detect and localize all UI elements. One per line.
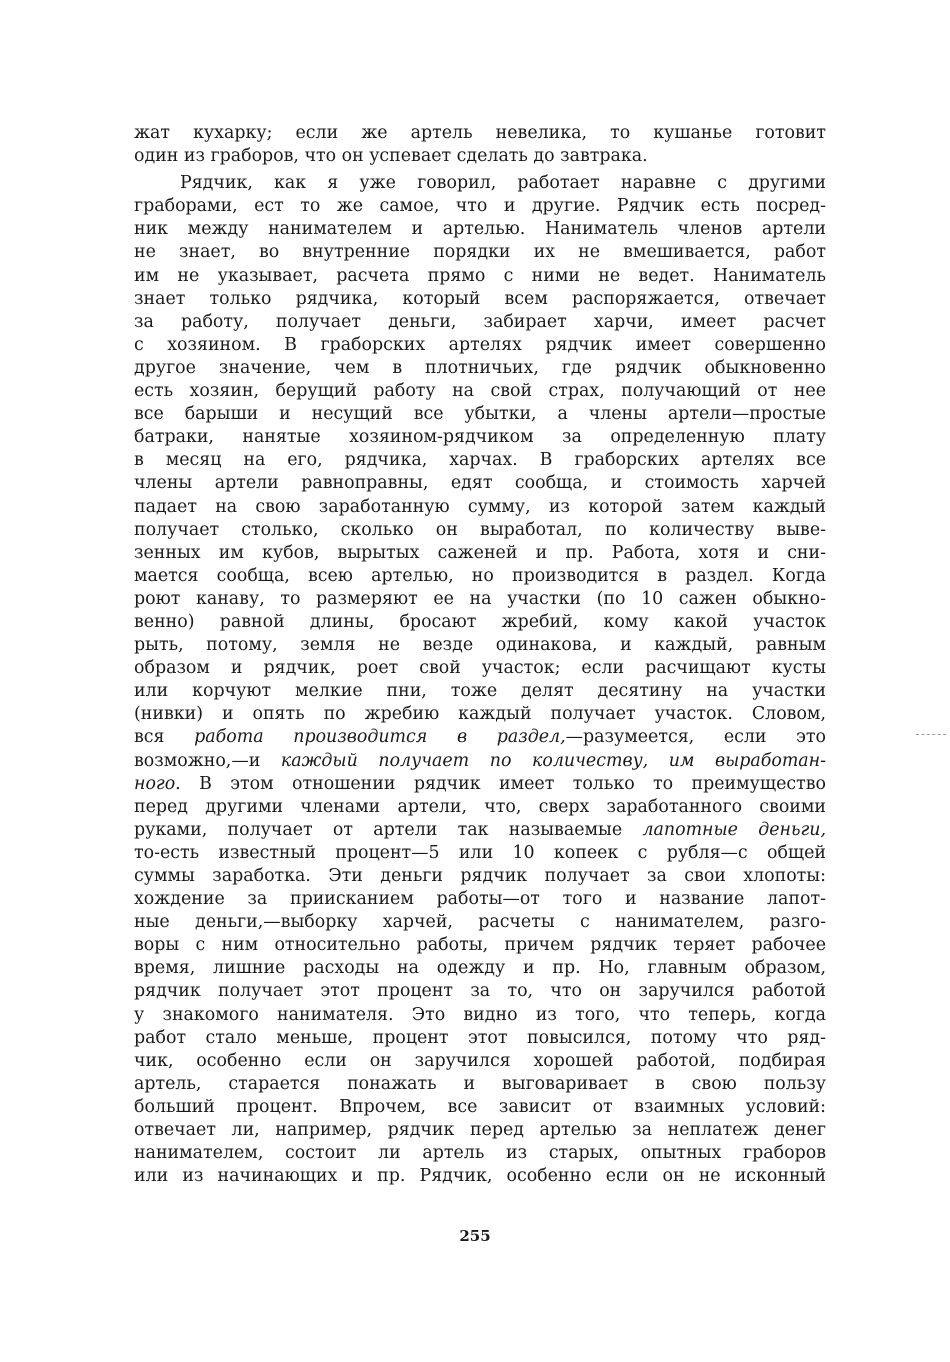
text-line-with-italic	[134, 773, 826, 796]
italic-emphasis: работа производится в раздел,	[194, 727, 566, 748]
text-line: жат кухарку; если же артель невелика, то кушанье готовит	[134, 123, 826, 143]
text-line: зенных им кубов, вырытых саженей и пр. Работа, хотя и сни-	[134, 542, 826, 563]
text-line: или корчуют мелкие пни, тоже делят десятину на участки	[134, 681, 826, 702]
text-line-with-italic	[134, 726, 826, 749]
text-line: перед другими членами артели, что, сверх заработанного своими	[134, 796, 826, 817]
text-line: граборами, ест то же самое, что и другие. Рядчик есть посред-	[134, 196, 826, 217]
text-line: один из граборов, что он успевает сделать до завтрака.	[134, 146, 648, 167]
text-line: рыть, потому, земля не везде одинакова, и каждый, равным	[134, 635, 826, 656]
text-line: или из начинающих и пр. Рядчик, особенно если он не исконный	[134, 1166, 826, 1187]
text-line: время, лишние расходы на одежду и пр. Но, главным образом,	[134, 958, 826, 979]
text-line-with-italic	[134, 750, 826, 773]
text-line: роют канаву, то размеряют ее на участки (по 10 сажен обыкно-	[134, 588, 826, 609]
book-page-text	[134, 122, 826, 1188]
text-line: с хозяином. В граборских артелях рядчик имеет совершенно	[134, 334, 826, 355]
text-line: артель, старается понажать и выговаривает в свою пользу	[134, 1073, 826, 1094]
text-line: венно) равной длины, бросают жребий, кому какой участок	[134, 611, 826, 632]
text-line: больший процент. Впрочем, все зависит от взаимных условий:	[134, 1096, 826, 1117]
text-line: суммы заработка. Эти деньги рядчик получает за свои хлопоты:	[134, 866, 826, 886]
text-line: в месяц на его, рядчика, харчах. В граборских артелях все	[134, 450, 826, 471]
text-line: есть хозяин, берущий работу на свой страх, получающий от нее	[134, 381, 826, 402]
text-line: за работу, получает деньги, забирает харчи, имеет расчет	[134, 311, 826, 332]
text-run: руками, получает от артели так называемые	[134, 819, 643, 840]
text-line: ник между нанимателем и артелью. Наниматель членов артели	[134, 219, 826, 240]
paragraph-1	[134, 122, 826, 168]
text-line: воры с ним относительно работы, причем рядчик теряет рабочее	[134, 935, 826, 956]
text-line: другое значение, чем в плотничьих, где рядчик обыкновенно	[134, 357, 826, 378]
text-line: получает столько, сколько он выработал, по количеству выве-	[134, 519, 826, 540]
text-line: знает только рядчика, который всем распоряжается, отвечает	[134, 288, 826, 309]
text-line: мается сообща, всею артелью, но производится в раздел. Когда	[134, 565, 826, 586]
text-line: чик, особенно если он заручился хорошей работой, подбирая	[134, 1050, 826, 1071]
text-line: (нивки) и опять по жребию каждый получает участок. Словом,	[134, 704, 826, 725]
text-line: им не указывает, расчета прямо с ними не ведет. Наниматель	[134, 265, 826, 286]
text-run: —разумеется, если это	[565, 727, 826, 748]
text-line: отвечает ли, например, рядчик перед артелью за неплатеж денег	[134, 1120, 826, 1141]
text-line: рядчик получает этот процент за то, что он заручился работой	[134, 981, 826, 1002]
text-line: все барыши и несущий все убытки, а члены артели—простые	[134, 404, 826, 425]
text-line: нанимателем, состоит ли артель из старых, опытных граборов	[134, 1143, 826, 1164]
text-run: В этом отношении рядчик имеет только то преимущество	[180, 773, 826, 794]
italic-emphasis: каждый получает по количеству, им выработан-	[280, 750, 826, 771]
italic-emphasis: лапотные деньги,	[642, 819, 826, 840]
paragraph-2	[134, 172, 826, 1188]
text-line-with-italic	[134, 819, 826, 842]
text-line: работ стало меньше, процент этот повысился, потому что ряд-	[134, 1027, 826, 1048]
text-run: вся	[134, 727, 195, 748]
text-line: то-есть известный процент—5 или 10 копеек с рубля—с общей	[134, 842, 826, 863]
margin-scan-mark	[916, 734, 946, 737]
text-line: у знакомого нанимателя. Это видно из того, что теперь, когда	[134, 1004, 826, 1025]
text-line: хождение за приисканием работы—от того и название лапот-	[134, 889, 826, 910]
text-run: возможно,—и	[134, 750, 281, 771]
text-line: не знает, во внутренние порядки их не вмешивается, работ	[134, 242, 826, 263]
text-line: падает на свою заработанную сумму, из которой затем каждый	[134, 496, 826, 517]
text-line: батраки, нанятые хозяином-рядчиком за определенную плату	[134, 427, 826, 448]
text-line: члены артели равноправны, едят сообща, и стоимость харчей	[134, 473, 826, 494]
text-line: Рядчик, как я уже говорил, работает наравне с другими	[180, 173, 826, 194]
text-line: ные деньги,—выборку харчей, расчеты с нанимателем, разго-	[134, 912, 826, 933]
page-number: 255	[459, 1227, 491, 1245]
text-line: образом и рядчик, роет свой участок; если расчищают кусты	[134, 658, 826, 679]
italic-emphasis: ного.	[134, 773, 181, 794]
